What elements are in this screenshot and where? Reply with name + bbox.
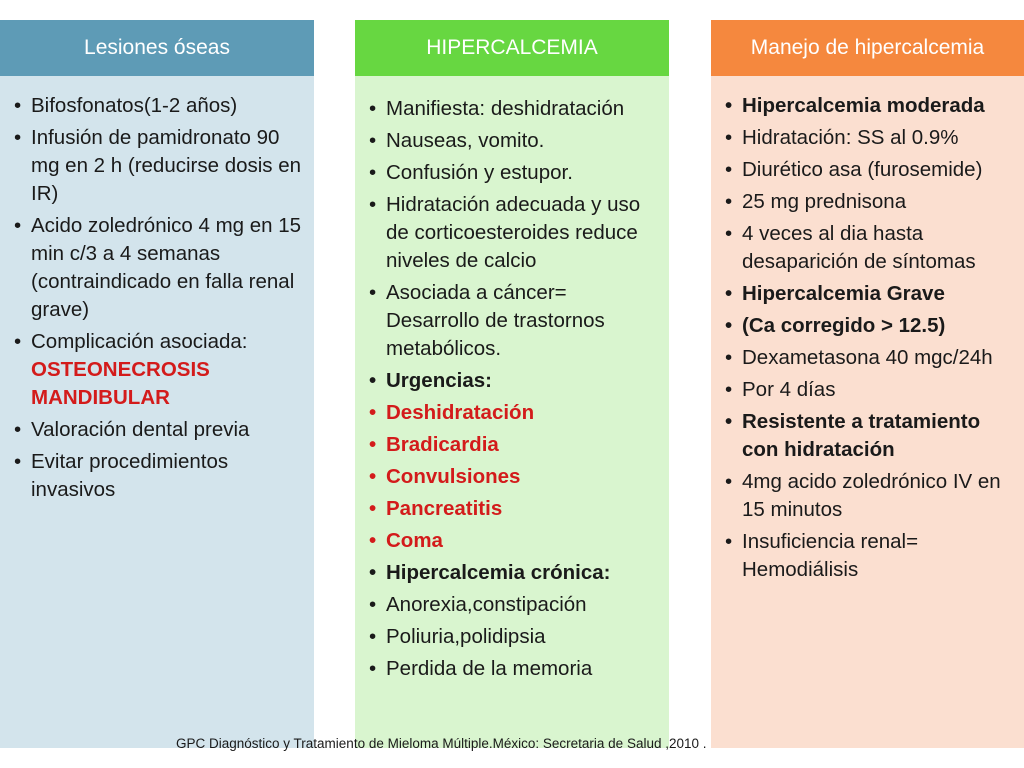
- list-item: • Por 4 días: [721, 376, 1014, 404]
- list-item: • Perdida de la memoria: [365, 655, 659, 683]
- list-item: • (Ca corregido > 12.5): [721, 312, 1014, 340]
- column-header: Manejo de hipercalcemia: [711, 20, 1024, 76]
- list-item: • Acido zoledrónico 4 mg en 15 min c/3 a 4 semanas (contraindicado en falla renal grave): [10, 212, 304, 324]
- list-item: • Poliuria,polidipsia: [365, 623, 659, 651]
- list-item: • Confusión y estupor.: [365, 159, 659, 187]
- column-body: [711, 76, 1024, 748]
- citation-footer: GPC Diagnóstico y Tratamiento de Mieloma Múltiple.México: Secretaria de Salud ,2010 .: [176, 736, 707, 751]
- list-item: • Hipercalcemia crónica:: [365, 559, 659, 587]
- list-item: • 4 veces al dia hasta desaparición de síntomas: [721, 220, 1014, 276]
- list-item: • Bradicardia: [365, 431, 659, 459]
- list-item: • Hidratación adecuada y uso de corticoesteroides reduce niveles de calcio: [365, 191, 659, 275]
- list-item-text: Complicación asociada:: [31, 330, 248, 353]
- bullet-list: [10, 92, 304, 504]
- highlight-text: OSTEONECROSIS MANDIBULAR: [31, 358, 210, 409]
- list-item: • Urgencias:: [365, 367, 659, 395]
- list-item: • Evitar procedimientos invasivos: [10, 448, 304, 504]
- list-item: • Coma: [365, 527, 659, 555]
- list-item: • Insuficiencia renal= Hemodiálisis: [721, 528, 1014, 584]
- list-item: • Anorexia,constipación: [365, 591, 659, 619]
- list-item: • Hipercalcemia moderada: [721, 92, 1014, 120]
- list-item: • Infusión de pamidronato 90 mg en 2 h (reducirse dosis en IR): [10, 124, 304, 208]
- list-item: • Pancreatitis: [365, 495, 659, 523]
- list-item: • Deshidratación: [365, 399, 659, 427]
- list-item: • Bifosfonatos(1-2 años): [10, 92, 304, 120]
- column-body: [355, 76, 669, 748]
- column-manejo-hipercalcemia: [711, 20, 1024, 748]
- list-item: • Convulsiones: [365, 463, 659, 491]
- column-header: HIPERCALCEMIA: [355, 20, 669, 76]
- list-item: • Dexametasona 40 mgc/24h: [721, 344, 1014, 372]
- list-item: • Hidratación: SS al 0.9%: [721, 124, 1014, 152]
- list-item: • 4mg acido zoledrónico IV en 15 minutos: [721, 468, 1014, 524]
- list-item: • Asociada a cáncer= Desarrollo de trastornos metabólicos.: [365, 279, 659, 363]
- list-item: • Nauseas, vomito.: [365, 127, 659, 155]
- list-item: • Manifiesta: deshidratación: [365, 95, 659, 123]
- column-body: [0, 76, 314, 748]
- list-item: • Diurético asa (furosemide): [721, 156, 1014, 184]
- bullet-list: [365, 95, 659, 683]
- list-item: [10, 328, 304, 412]
- list-item: • 25 mg prednisona: [721, 188, 1014, 216]
- list-item: • Hipercalcemia Grave: [721, 280, 1014, 308]
- column-hipercalcemia: [355, 20, 669, 748]
- list-item: • Valoración dental previa: [10, 416, 304, 444]
- column-lesiones-oseas: [0, 20, 314, 748]
- bullet-list: [721, 92, 1014, 584]
- list-item: • Resistente a tratamiento con hidratación: [721, 408, 1014, 464]
- column-header: Lesiones óseas: [0, 20, 314, 76]
